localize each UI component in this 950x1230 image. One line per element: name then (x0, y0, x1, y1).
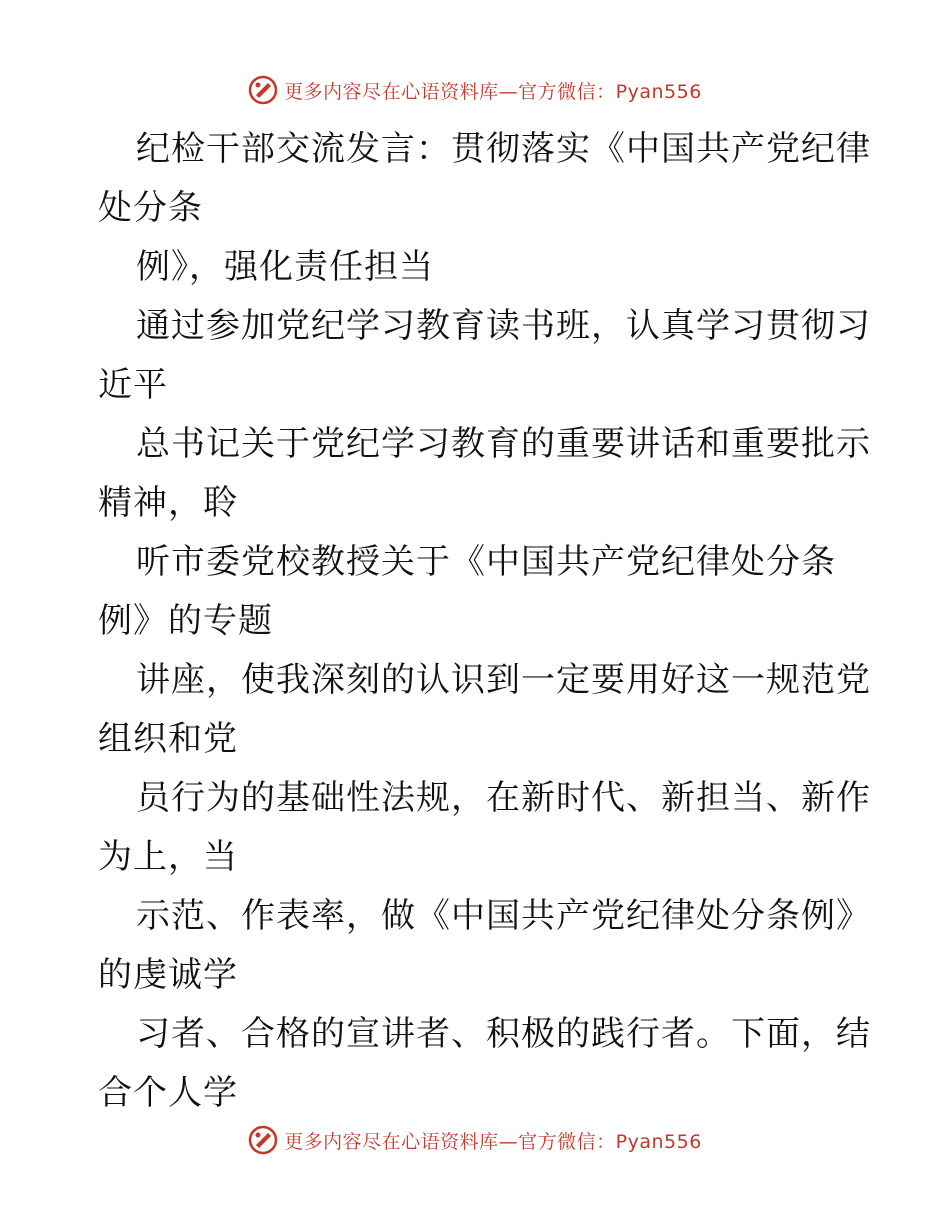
document-line: 合个人学 (98, 1073, 238, 1113)
document-body (98, 120, 871, 1123)
header-banner-text: 更多内容尽在心语资料库—官方微信：Pyan556 (284, 80, 702, 103)
footer-banner-text: 更多内容尽在心语资料库—官方微信：Pyan556 (284, 1130, 702, 1153)
document-line: 处分条 (98, 188, 203, 228)
document-line: 的虔诚学 (98, 955, 238, 995)
document-line: 组织和党 (98, 719, 238, 759)
document-line: 习者、合格的宣讲者、积极的践行者。下面，结 (136, 1014, 871, 1054)
document-line: 示范、作表率，做《中国共产党纪律处分条例》 (136, 896, 871, 936)
document-line: 例》的专题 (98, 601, 273, 641)
document-line: 总书记关于党纪学习教育的重要讲话和重要批示 (136, 424, 871, 464)
red-seal-logo-icon (248, 75, 278, 105)
document-line: 例》，强化责任担当 (136, 247, 434, 287)
document-line: 员行为的基础性法规，在新时代、新担当、新作 (136, 778, 871, 818)
header-banner (0, 70, 950, 110)
document-line: 听市委党校教授关于《中国共产党纪律处分条 (136, 542, 836, 582)
document-line: 为上，当 (98, 837, 238, 877)
document-line: 纪检干部交流发言：贯彻落实《中国共产党纪律 (136, 129, 871, 169)
footer-banner (0, 1120, 950, 1160)
document-line: 通过参加党纪学习教育读书班，认真学习贯彻习 (136, 306, 871, 346)
document-line: 近平 (98, 365, 168, 405)
red-seal-logo-icon (248, 1125, 278, 1155)
document-line: 讲座，使我深刻的认识到一定要用好这一规范党 (136, 660, 871, 700)
document-line: 精神，聆 (98, 483, 238, 523)
